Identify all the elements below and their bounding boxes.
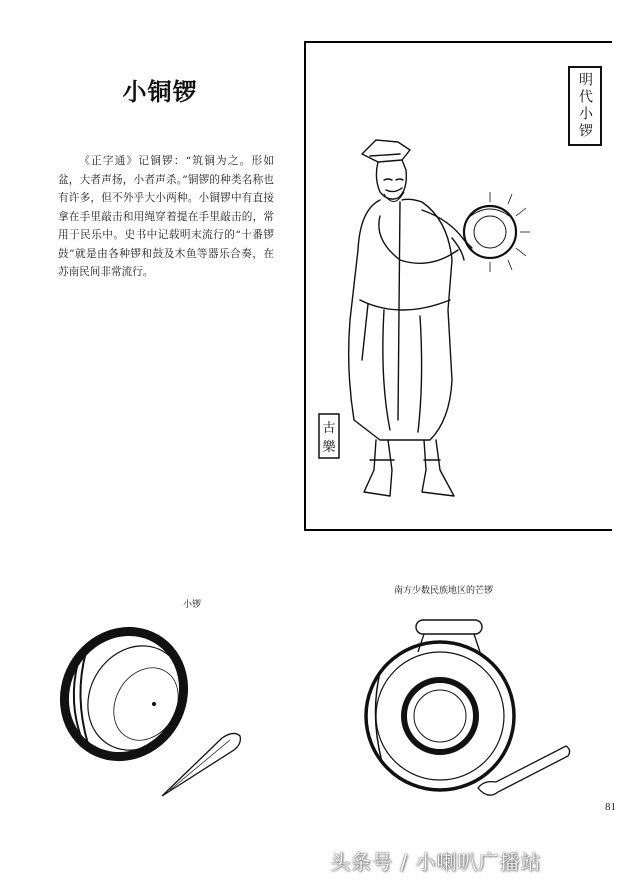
seal-stamp bbox=[318, 413, 340, 459]
caption-small-gong: 小锣 bbox=[183, 600, 202, 610]
caption-southern-gong: 南方少数民族地区的芒锣 bbox=[394, 586, 494, 596]
page-title: 小铜锣 bbox=[122, 78, 198, 106]
southern-gong-drawing bbox=[360, 612, 580, 802]
svg-text:古: 古 bbox=[322, 421, 336, 436]
page-number: 81 bbox=[605, 801, 616, 813]
musician-figure-illustration bbox=[340, 120, 540, 510]
body-paragraph bbox=[58, 152, 274, 282]
body-paragraph-text: 《正字通》记铜锣：“筑铜为之。形如盆，大者声扬，小者声杀。”铜锣的种类名称也有许多，但不外乎大小两种。小铜锣中有直接拿在手里敲击和用绳穿着提在手里敲击的，常用于民乐中。史书中记载明末流行的“十番锣鼓”就是由各种锣和鼓及木鱼等器乐合奏，在苏南民间非常流行。 bbox=[58, 155, 274, 278]
illustration-label-box bbox=[568, 66, 602, 146]
small-gong-drawing bbox=[58, 622, 248, 802]
watermark: 头条号 / 小喇叭广播站 bbox=[330, 850, 542, 874]
illustration-label: 明代小锣 bbox=[577, 72, 593, 140]
svg-text:樂: 樂 bbox=[322, 440, 336, 455]
